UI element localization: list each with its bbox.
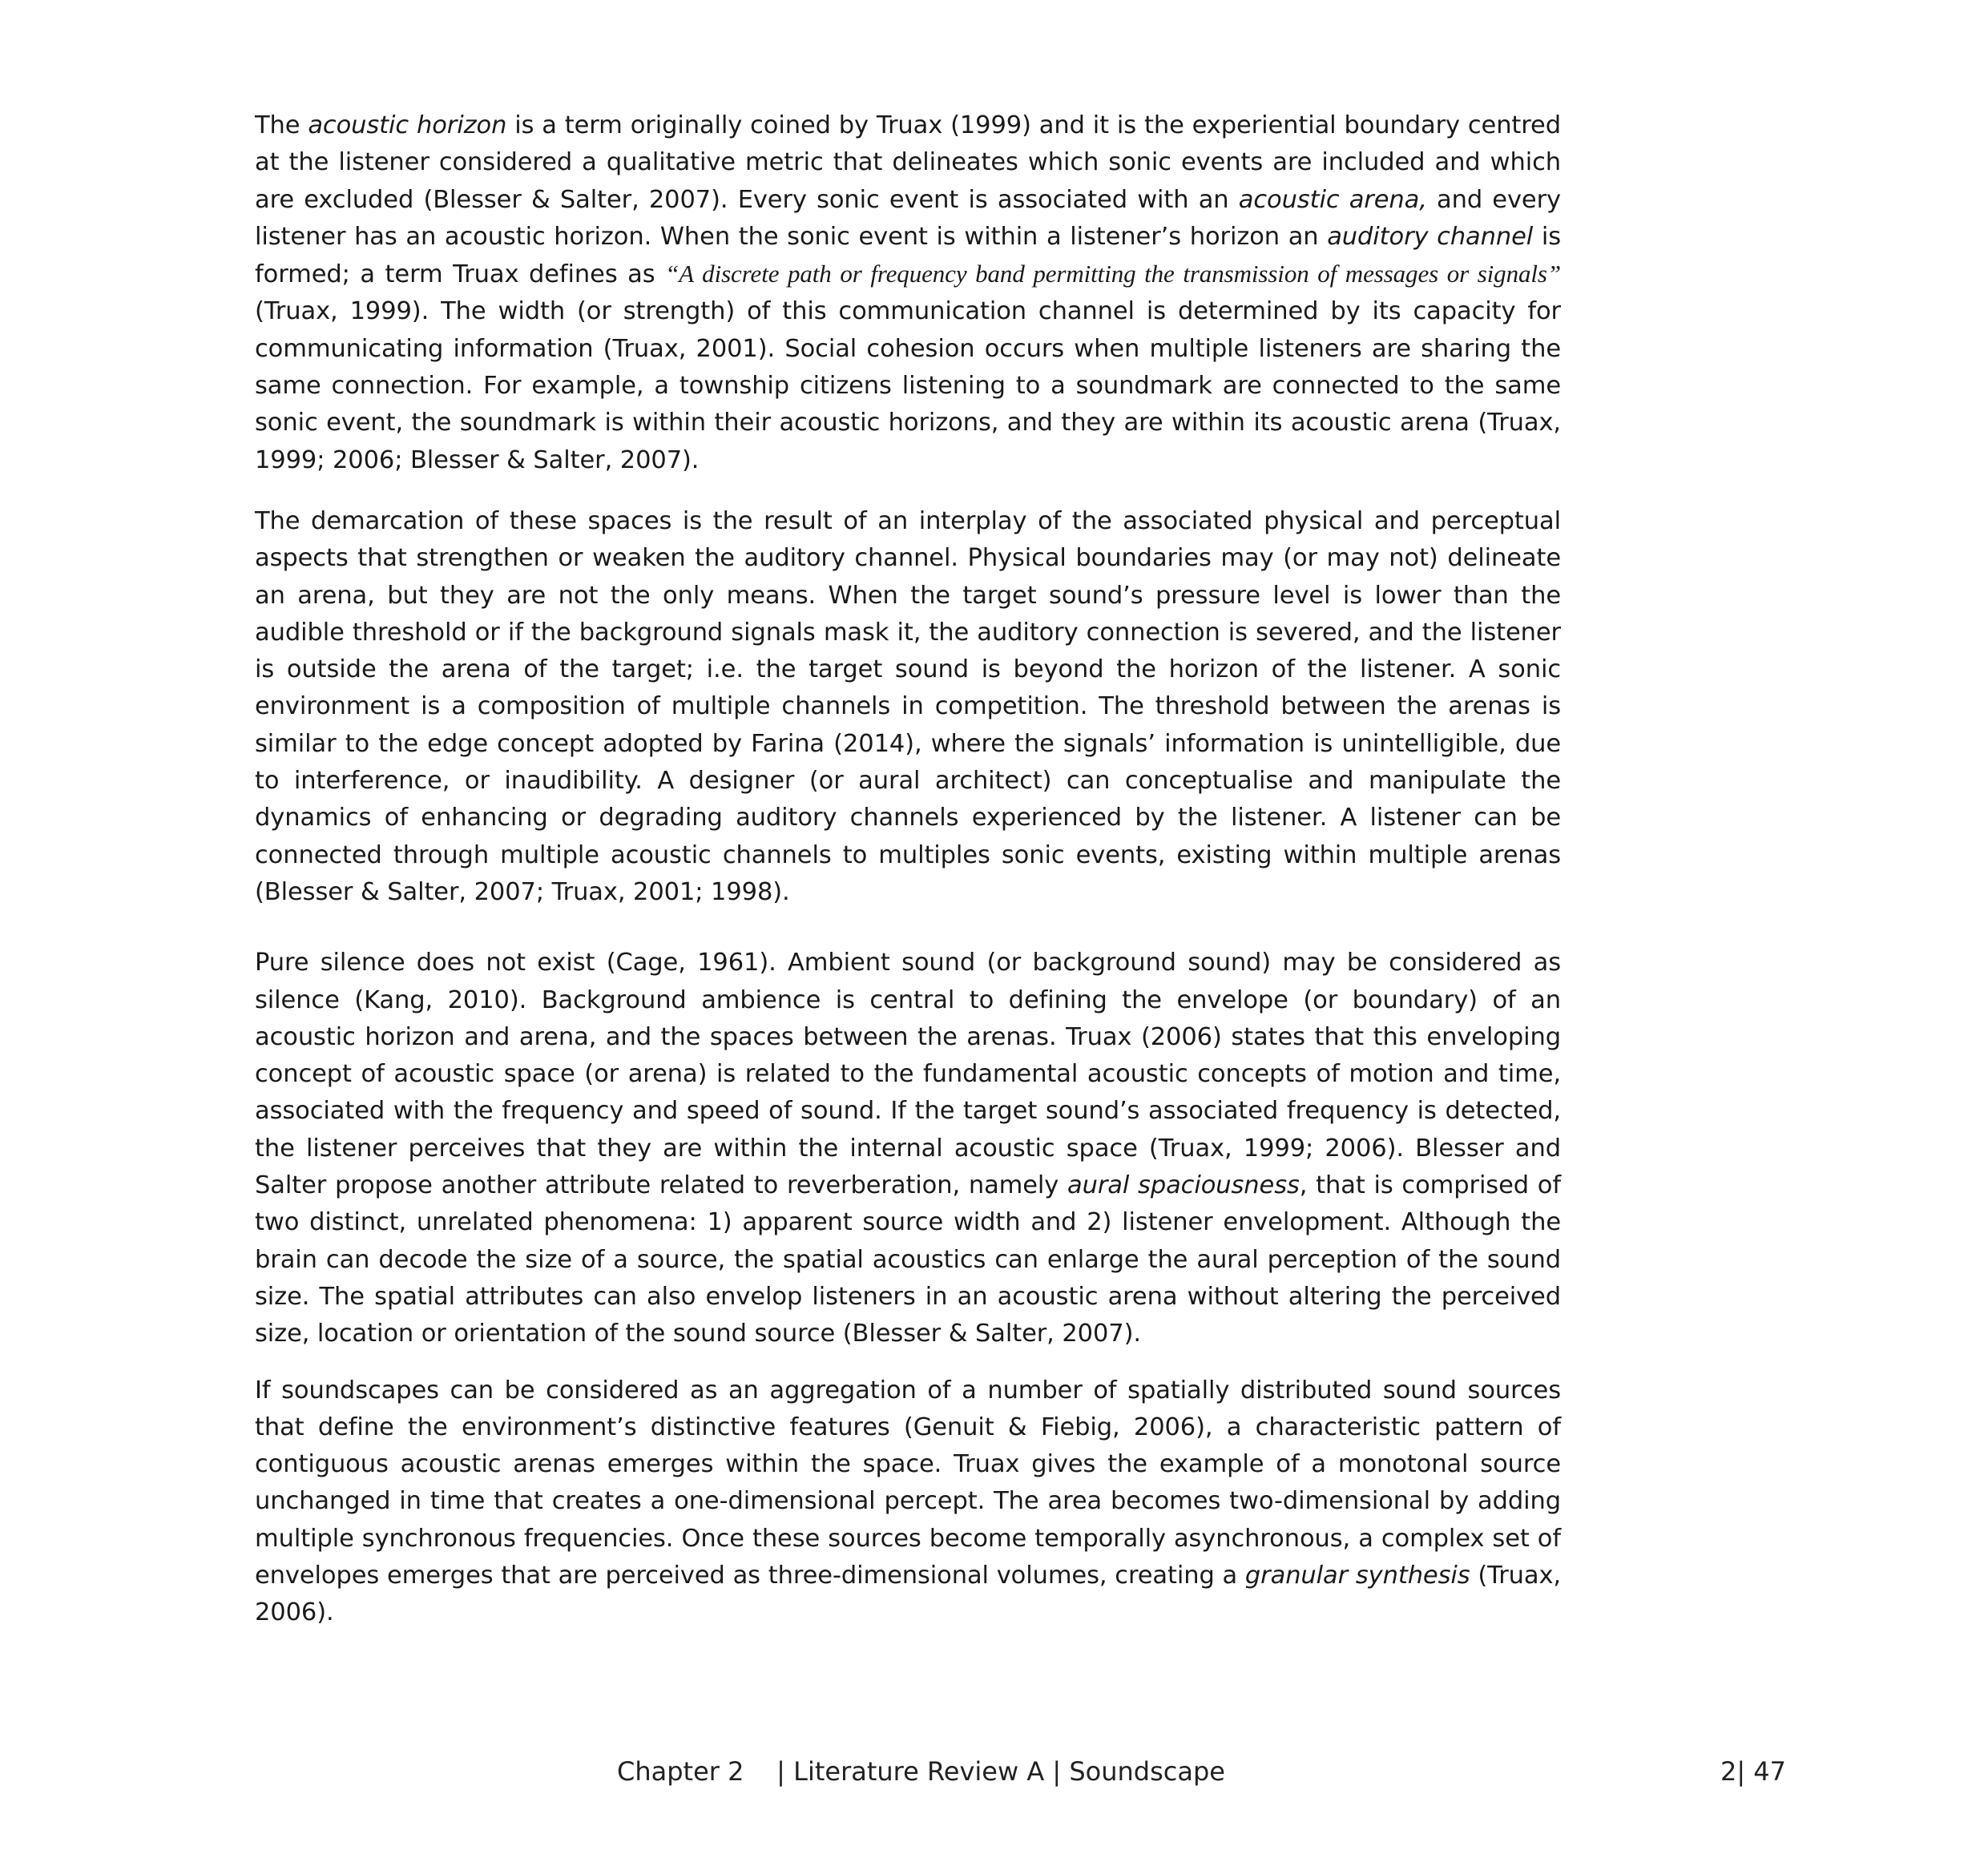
paragraph-demarcation — [255, 503, 1561, 911]
paragraph-acoustic-horizon — [255, 107, 1561, 479]
page-footer — [0, 1756, 1988, 1804]
paragraph-text-segment: acoustic horizon — [308, 111, 507, 139]
paragraph-text-segment: acoustic arena, — [1238, 185, 1427, 214]
paragraph-text-segment: The — [255, 111, 308, 139]
paragraph-text-segment: (Truax, 2006). — [255, 1561, 1562, 1627]
paragraph-text-segment: If soundscapes can be considered as an aggregation of a number of spatially distributed sound sources that define the environment’s distinctive features (Genuit & Fiebig, 2006), a characteristic pattern of contiguous acoustic arenas emerges within the space. Truax gives the example of a monotonal source unchanged in time that creates a one-dimensional percept. The area becomes two-dimensional by adding multiple synchronous frequencies. Once these sources become temporally asynchronous, a complex set of envelopes emerges that are perceived as three-dimensional volumes, creating a — [255, 1376, 1561, 1590]
paragraph-text-segment: , that is comprised of two distinct, unrelated phenomena: 1) apparent source width and 2) listener envelopment. Although the brain can decode the size of a source, the spatial acoustics can enlarge the aural perception of the sound size. The spatial attributes can also envelop listeners in an acoustic arena without altering the perceived size, location or orientation of the sound source (Blesser & Salter, 2007). — [255, 1171, 1561, 1348]
paragraph-text-segment: auditory channel — [1327, 222, 1534, 251]
paragraph-text-segment: “A discrete path or frequency band permitting the transmission of messages or signals” — [665, 260, 1561, 288]
paragraph-text-segment: Pure silence does not exist (Cage, 1961). Ambient sound (or background sound) may be considered as silence (Kang, 2010). Background ambience is central to defining the envelope (or boundary) of an acoustic horizon and arena, and the spaces between the arenas. Truax (2006) states that this enveloping concept of acoustic space (or arena) is related to the fundamental acoustic concepts of motion and time, associated with the frequency and speed of sound. If the target sound’s associated frequency is detected, the listener perceives that they are within the internal acoustic space (Truax, 1999; 2006). Blesser and Salter propose another attribute related to reverberation, namely — [255, 949, 1561, 1200]
paragraph-text-segment: (Truax, 1999). The width (or strength) of this communication channel is determined by its capacity for communicating information (Truax, 2001). Social cohesion occurs when multiple listeners are sharing the same connection. For example, a township citizens listening to a soundmark are connected to the same sonic event, the soundmark is within their acoustic horizons, and they are within its acoustic arena (Truax, 1999; 2006; Blesser & Salter, 2007). — [255, 297, 1561, 474]
footer-chapter-title: Chapter 2 | Literature Review A | Soundscape — [617, 1756, 1225, 1787]
paragraph-soundscapes — [255, 1372, 1561, 1632]
paragraph-pure-silence — [255, 945, 1561, 1352]
paragraph-text-segment: and every listener has an acoustic horizon. When the sonic event is within a listener’s horizon an — [255, 185, 1561, 251]
footer-page-number: 2| 47 — [1720, 1756, 1786, 1787]
paragraph-text-segment: is a term originally coined by Truax (1999) and it is the experiential boundary centred at the listener considered a qualitative metric that delineates which sonic events are included and which are excluded (Blesser & Salter, 2007). Every sonic event is associated with an — [255, 111, 1561, 214]
paragraph-text-segment: granular synthesis — [1244, 1561, 1470, 1590]
paragraph-text-segment: is formed; a term Truax defines as — [255, 222, 1561, 289]
body-text — [255, 107, 1561, 1632]
paragraph-text-segment: aural spaciousness — [1067, 1171, 1300, 1200]
paragraph-text-segment: The demarcation of these spaces is the result of an interplay of the associated physical and perceptual aspects that strengthen or weaken the auditory channel. Physical boundaries may (or may not) delineate an arena, but they are not the only means. When the target sound’s pressure level is lower than the audible threshold or if the background signals mask it, the auditory connection is severed, and the listener is outside the arena of the target; i.e. the target sound is beyond the horizon of the listener. A sonic environment is a composition of multiple channels in competition. The threshold between the arenas is similar to the edge concept adopted by Farina (2014), where the signals’ information is unintelligible, due to interference, or inaudibility. A designer (or aural architect) can conceptualise and manipulate the dynamics of enhancing or degrading auditory channels experienced by the listener. A listener can be connected through multiple acoustic channels to multiples sonic events, existing within multiple arenas (Blesser & Salter, 2007; Truax, 2001; 1998). — [255, 506, 1561, 906]
